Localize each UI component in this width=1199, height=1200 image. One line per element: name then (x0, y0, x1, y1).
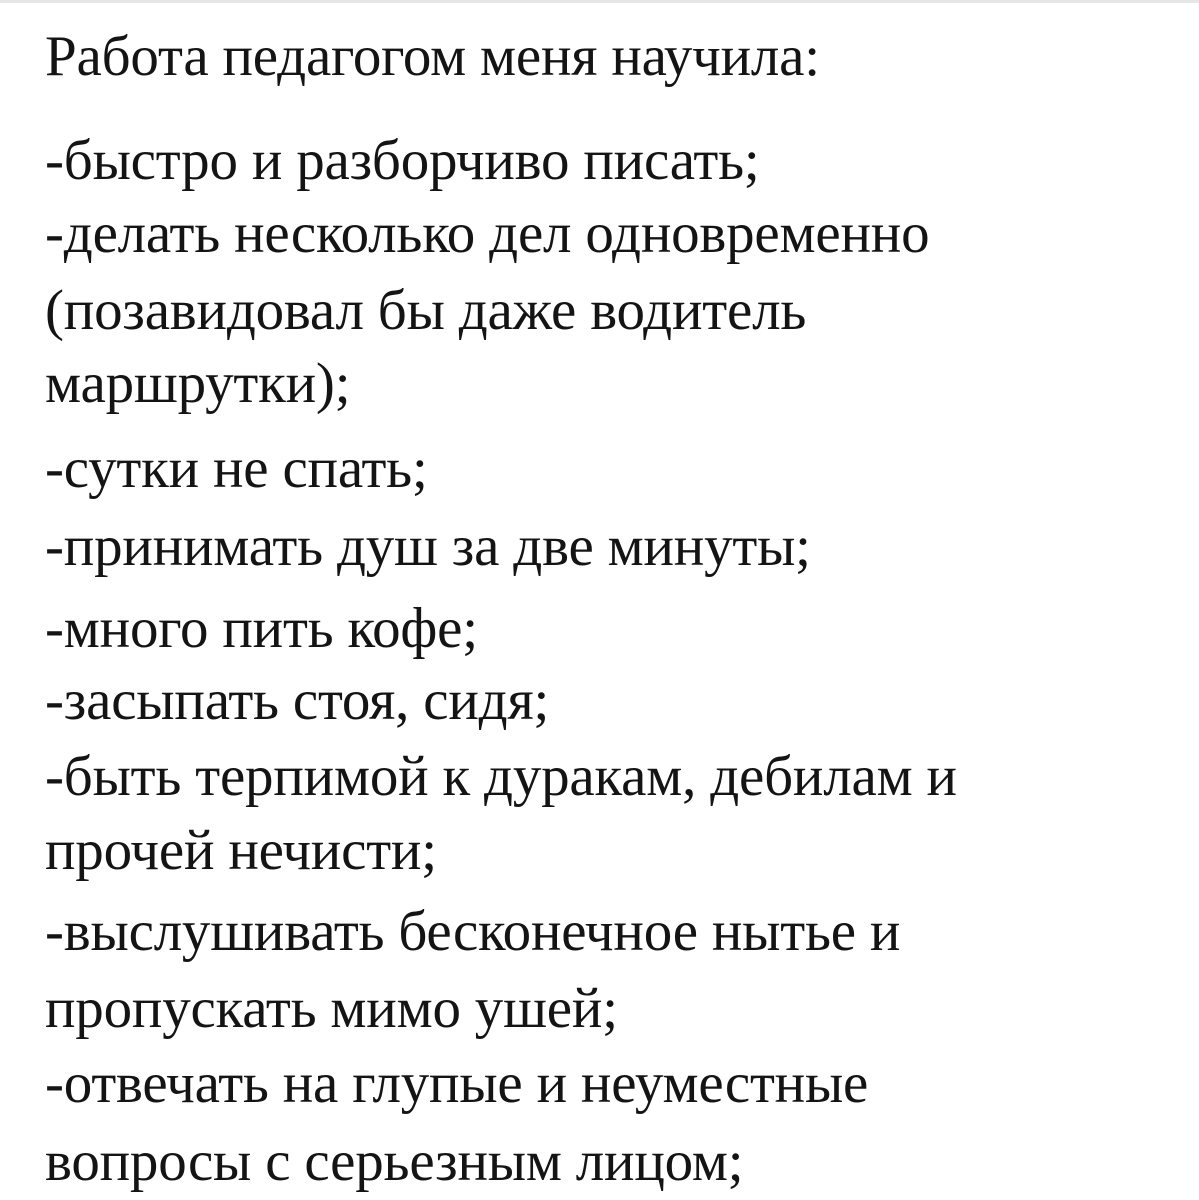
text-line: -засыпать стоя, сидя; (45, 669, 550, 732)
text-line: -быть терпимой к дуракам, дебилам и (45, 745, 957, 808)
text-line: -принимать душ за две минуты; (45, 515, 811, 578)
document-title: Работа педагогом меня научила: (45, 25, 820, 88)
text-line: -выслушивать бесконечное нытье и (45, 900, 901, 963)
text-line: (позавидовал бы даже водитель (45, 279, 807, 342)
text-line: -сутки не спать; (45, 437, 428, 500)
text-line: -отвечать на глупые и неуместные (45, 1052, 869, 1115)
text-line: маршрутки); (45, 352, 351, 415)
text-line: -делать несколько дел одновременно (45, 202, 930, 265)
text-line: -много пить кофе; (45, 597, 478, 660)
text-line: вопросы с серьезным лицом; (45, 1130, 744, 1193)
text-line: -быстро и разборчиво писать; (45, 129, 760, 192)
top-divider (0, 0, 1199, 3)
text-line: пропускать мимо ушей; (45, 977, 618, 1040)
text-line: прочей нечисти; (45, 819, 437, 882)
